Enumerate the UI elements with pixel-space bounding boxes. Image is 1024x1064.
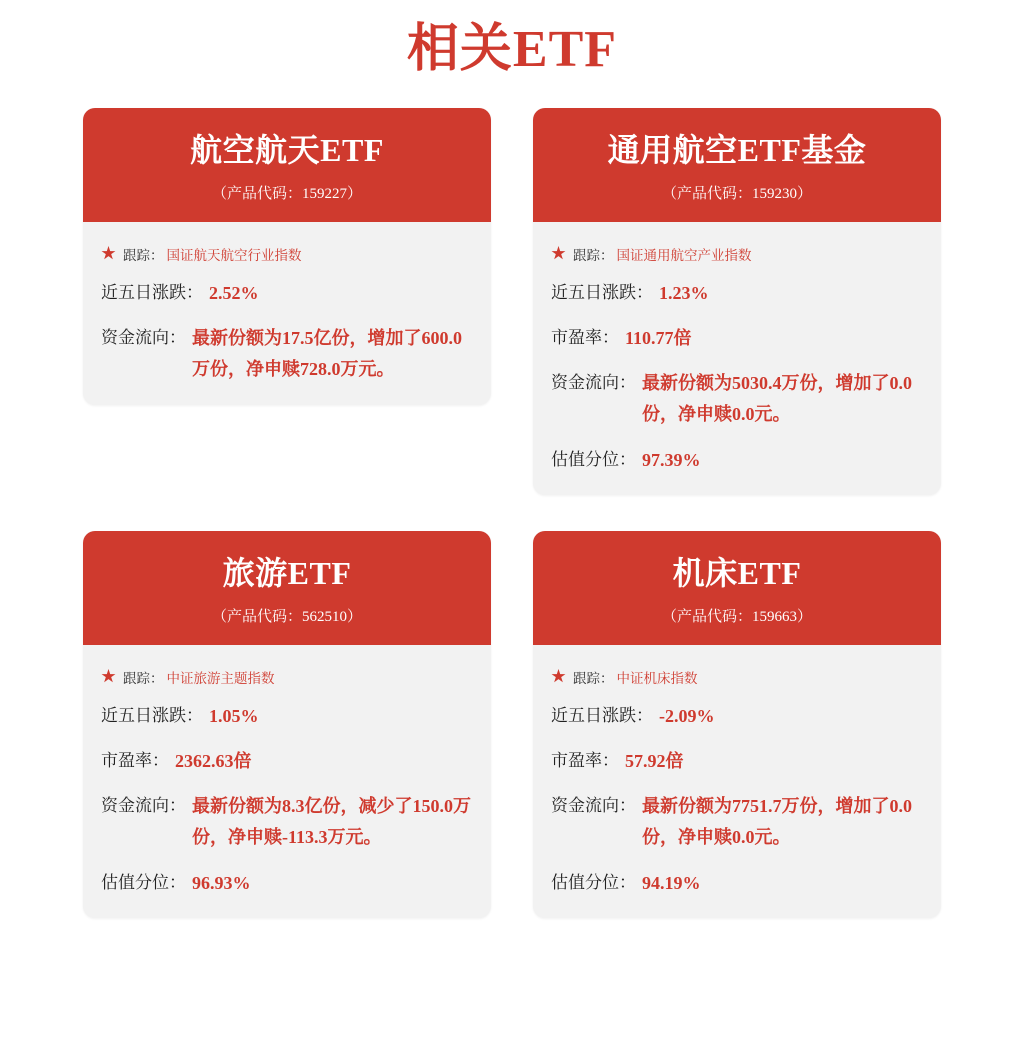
metric-value: 最新份额为5030.4万份，增加了0.0份，净申赎0.0元。 — [642, 373, 912, 424]
etf-code: （产品代码：159230） — [661, 186, 812, 202]
metric-value: 97.39% — [642, 450, 701, 470]
track-value: 中证旅游主题指数 — [166, 671, 275, 686]
metric-label: 近五日涨跌： — [551, 706, 653, 725]
etf-name: 机床ETF — [672, 555, 802, 591]
track-label: 跟踪： — [123, 248, 164, 263]
track-label: 跟踪： — [573, 671, 614, 686]
etf-track-text — [573, 667, 698, 687]
etf-metric-flow — [101, 323, 473, 385]
etf-track-row — [101, 244, 473, 264]
metric-value: 1.23% — [659, 283, 709, 303]
etf-card-header — [533, 108, 941, 222]
etf-summary-page — [0, 14, 1024, 1064]
metric-value: -2.09% — [659, 706, 715, 726]
metric-label: 估值分位： — [551, 450, 636, 469]
etf-name: 航空航天ETF — [190, 132, 384, 168]
star-icon: ★ — [551, 668, 567, 685]
etf-card-grid — [0, 108, 1024, 918]
etf-card-header — [83, 108, 491, 222]
etf-name: 旅游ETF — [222, 555, 352, 591]
etf-metric-valuation — [101, 868, 473, 898]
metric-label: 近五日涨跌： — [101, 706, 203, 725]
etf-card[interactable] — [533, 531, 941, 918]
page-title: 相关ETF — [406, 21, 618, 78]
etf-card-body — [533, 645, 941, 918]
metric-label: 资金流向： — [101, 796, 186, 815]
metric-label: 估值分位： — [551, 873, 636, 892]
metric-value: 1.05% — [209, 706, 259, 726]
metric-value: 最新份额为8.3亿份，减少了150.0万份，净申赎-113.3万元。 — [192, 796, 471, 847]
etf-metric-five-day — [101, 701, 473, 731]
etf-track-row — [101, 667, 473, 687]
track-value: 国证通用航空产业指数 — [616, 248, 752, 263]
metric-value: 最新份额为7751.7万份，增加了0.0份，净申赎0.0元。 — [642, 796, 912, 847]
etf-metric-flow — [551, 368, 923, 430]
metric-label: 资金流向： — [101, 328, 186, 347]
metric-label: 资金流向： — [551, 373, 636, 392]
etf-metric-five-day — [551, 701, 923, 731]
etf-card[interactable] — [83, 531, 491, 918]
etf-metric-five-day — [551, 278, 923, 308]
etf-metric-flow — [551, 791, 923, 853]
metric-value: 2362.63倍 — [175, 751, 252, 771]
etf-metric-valuation — [551, 445, 923, 475]
track-value: 中证机床指数 — [616, 671, 698, 686]
etf-metric-pe — [101, 746, 473, 776]
star-icon: ★ — [101, 245, 117, 262]
etf-metric-five-day — [101, 278, 473, 308]
etf-code: （产品代码：159663） — [661, 609, 812, 625]
star-icon: ★ — [551, 245, 567, 262]
etf-card-body — [83, 645, 491, 918]
etf-metric-valuation — [551, 868, 923, 898]
metric-label: 估值分位： — [101, 873, 186, 892]
etf-name: 通用航空ETF基金 — [607, 132, 867, 168]
etf-card-body — [83, 222, 491, 405]
metric-value: 2.52% — [209, 283, 259, 303]
metric-value: 96.93% — [192, 873, 251, 893]
etf-metric-flow — [101, 791, 473, 853]
etf-card[interactable] — [83, 108, 491, 405]
metric-label: 近五日涨跌： — [551, 283, 653, 302]
etf-track-row — [551, 244, 923, 264]
etf-code: （产品代码：562510） — [211, 609, 362, 625]
etf-track-text — [573, 244, 752, 264]
metric-value: 57.92倍 — [625, 751, 684, 771]
etf-track-text — [123, 244, 302, 264]
metric-label: 市盈率： — [551, 328, 619, 347]
metric-label: 市盈率： — [101, 751, 169, 770]
etf-metric-pe — [551, 323, 923, 353]
etf-card-header — [533, 531, 941, 645]
metric-label: 近五日涨跌： — [101, 283, 203, 302]
metric-value: 110.77倍 — [625, 328, 692, 348]
metric-label: 市盈率： — [551, 751, 619, 770]
metric-value: 94.19% — [642, 873, 701, 893]
etf-card-header — [83, 531, 491, 645]
metric-value: 最新份额为17.5亿份，增加了600.0万份，净申赎728.0万元。 — [192, 328, 462, 379]
etf-track-row — [551, 667, 923, 687]
track-label: 跟踪： — [573, 248, 614, 263]
etf-track-text — [123, 667, 275, 687]
track-value: 国证航天航空行业指数 — [166, 248, 302, 263]
etf-metric-pe — [551, 746, 923, 776]
star-icon: ★ — [101, 668, 117, 685]
etf-code: （产品代码：159227） — [211, 186, 362, 202]
etf-card-body — [533, 222, 941, 495]
etf-card[interactable] — [533, 108, 941, 495]
metric-label: 资金流向： — [551, 796, 636, 815]
track-label: 跟踪： — [123, 671, 164, 686]
